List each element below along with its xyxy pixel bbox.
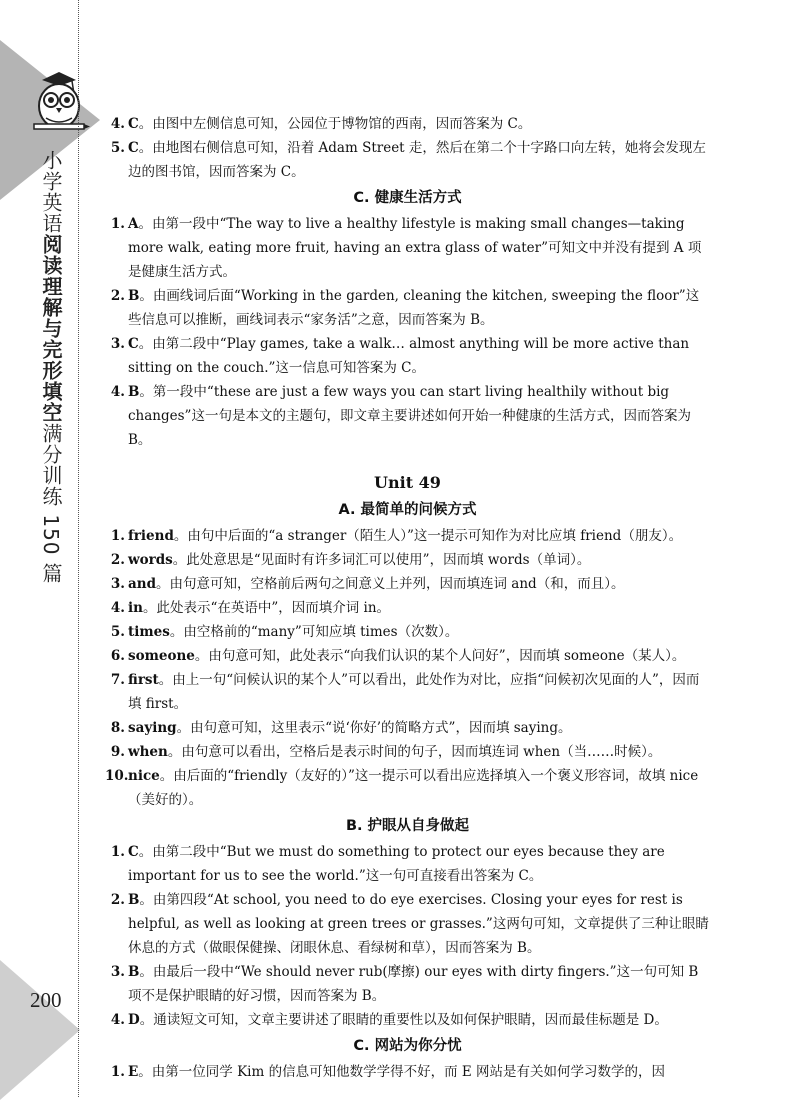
- answer-item: 3. C。由第二段中“Play games, take a walk… almost anything will be more active than sitting on the couch.”这一信息可知答案为 C。: [110, 336, 690, 376]
- section-eye-care: [105, 812, 710, 1032]
- answer-item: 1. A。由第一段中“The way to live a healthy lifestyle is making small changes—taking more walk, eating more fruit, having an extra glass of water”可知文中并没有提到 A 项是健康生活方式。: [110, 216, 702, 280]
- section-healthy-lifestyle: [105, 184, 710, 452]
- answer-item: 2. B。由画线词后面“Working in the garden, cleaning the kitchen, sweeping the floor”这些信息可以推断，画线词表示“家务活”之意，因而答案为 B。: [110, 288, 700, 328]
- answer-item: 5. times。由空格前的“many”可知应填 times（次数）。: [110, 624, 459, 640]
- answer-item: 4. D。通读短文可知，文章主要讲述了眼睛的重要性以及如何保护眼睛，因而最佳标题是 D。: [110, 1012, 668, 1028]
- answer-item: 4. in。此处表示“在英语中”，因而填介词 in。: [110, 600, 391, 616]
- answer-content: [105, 112, 710, 1084]
- section-heading: B. 护眼从自身做起: [345, 818, 470, 834]
- owl-mascot-icon: [28, 68, 90, 134]
- answer-item: 3. B。由最后一段中“We should never rub(摩擦) our eyes with dirty fingers.”这一句可知 B 项不是保护眼睛的好习惯，因而答案为 B。: [110, 964, 699, 1004]
- answer-item: 1. E。由第一位同学 Kim 的信息可知他数学学得不好，而 E 网站是有关如何学习数学的，因: [110, 1064, 666, 1080]
- answer-item: 2. words。此处意思是“见面时有许多词汇可以使用”，因而填 words（单词）。: [110, 552, 591, 568]
- answer-item: 3. and。由句意可知，空格前后两句之间意义上并列，因而填连词 and（和，而且）。: [110, 576, 625, 592]
- answer-item: 2. B。由第四段“At school, you need to do eye exercises. Closing your eyes for rest is helpful, as well as looking at green trees or grasses.”这两句可知，文章提供了三种让眼睛休息的方式（做眼保健操、闭眼休息、看绿树和草），因而答案为 B。: [110, 892, 709, 956]
- answer-item: 7. first。由上一句“问候认识的某个人”可以看出，此处作为对比，应指“问候初次见面的人”，因而填 first。: [110, 672, 700, 712]
- section-greetings: [105, 496, 710, 812]
- answer-item: 10. nice。由后面的“friendly（友好的）”这一提示可以看出应选择填入一个褒义形容词，故填 nice（美好的）。: [105, 768, 699, 808]
- section-websites: [105, 1032, 710, 1084]
- dotted-divider: [78, 0, 79, 1097]
- answer-item: 9. when。由句意可以看出，空格后是表示时间的句子，因而填连词 when（当……时候）。: [110, 744, 662, 760]
- answer-item: 4. C。由图中左侧信息可知，公园位于博物馆的西南，因而答案为 C。: [110, 116, 532, 132]
- section-heading: C. 网站为你分忧: [353, 1038, 462, 1054]
- section-continued: [105, 112, 710, 184]
- answer-item: 5. C。由地图右侧信息可知，沿着 Adam Street 走，然后在第二个十字路口向左转，她将会发现左边的图书馆，因而答案为 C。: [110, 140, 706, 180]
- answer-item: 1. C。由第二段中“But we must do something to protect our eyes because they are important for us to see the world.”这一句可直接看出答案为 C。: [110, 844, 665, 884]
- bottom-triangle-decoration: [0, 960, 80, 1100]
- book-title: 小学英语阅读理解与完形填空满分训练 150 篇: [39, 150, 63, 584]
- page-number: 200: [30, 988, 62, 1012]
- answer-item: 8. saying。由句意可知，这里表示“说‘你好’的简略方式”，因而填 saying。: [110, 720, 572, 736]
- sidebar: [0, 0, 100, 1097]
- section-heading: A. 最简单的问候方式: [338, 502, 477, 518]
- unit-title: Unit 49: [374, 473, 441, 492]
- answer-item: 4. B。第一段中“these are just a few ways you can start living healthily without big changes”这一句是本文的主题句，即文章主要讲述如何开始一种健康的生活方式，因而答案为 B。: [110, 384, 691, 448]
- section-heading: C. 健康生活方式: [353, 190, 462, 206]
- answer-item: 1. friend。由句中后面的“a stranger（陌生人）”这一提示可知作为对比应填 friend（朋友）。: [110, 528, 683, 544]
- answer-item: 6. someone。由句意可知，此处表示“向我们认识的某个人问好”，因而填 someone（某人）。: [110, 648, 686, 664]
